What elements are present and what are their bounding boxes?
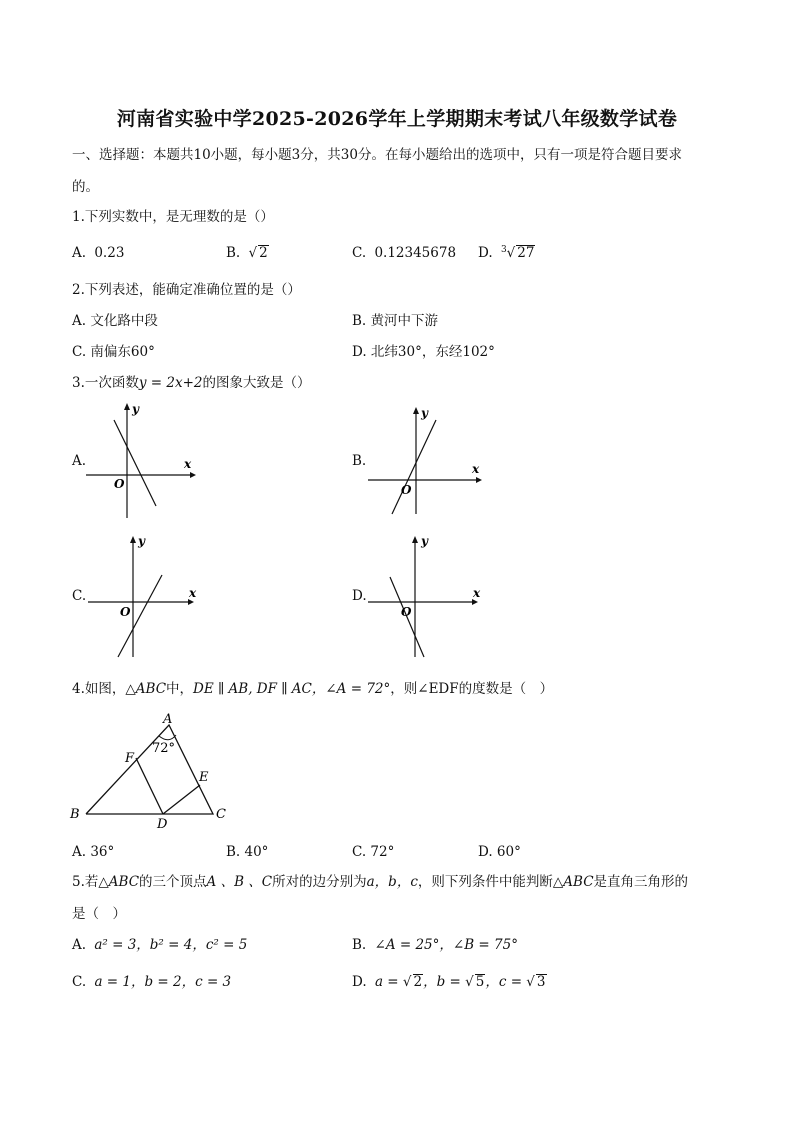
q1-option-a xyxy=(72,244,124,262)
q4-option-a: A. 36° xyxy=(72,844,115,860)
label-c: C xyxy=(216,807,226,822)
q4-conditions: DE ∥ AB, DF ∥ AC，∠A = 72° xyxy=(193,681,391,697)
q5-c-value: a = 1，b = 2，c = 3 xyxy=(94,974,232,990)
q5-vertices: A 、B 、C xyxy=(206,874,273,890)
q2-option-c: C. 南偏东60° xyxy=(72,344,155,360)
q5-d-part-c: ，c = xyxy=(485,974,523,990)
q1-b-value: 2 xyxy=(259,245,268,261)
q5-end: 是直角三角形的 xyxy=(593,874,689,890)
q5-pre: 5.若 xyxy=(72,874,99,890)
q5-d-sqrt-b: 5 xyxy=(475,974,485,990)
q4-stem-pre: 4.如图， xyxy=(72,681,126,697)
y-axis-arrow-icon xyxy=(130,536,136,543)
q3-label-d: D. xyxy=(352,588,367,604)
q5-option-a xyxy=(72,936,247,954)
q3-equation: y = 2x+2 xyxy=(138,375,203,391)
q3-label-b: B. xyxy=(352,453,367,469)
x-axis-arrow-icon xyxy=(476,477,482,483)
q1-c-label: C. xyxy=(352,245,367,261)
q4-stem-post: ，则∠EDF的度数是（ ） xyxy=(390,681,554,697)
origin-label: O xyxy=(401,483,412,497)
paper-title: 河南省实验中学2025-2026学年上学期期末考试八年级数学试卷 xyxy=(116,108,678,130)
label-f: F xyxy=(125,751,135,766)
q5-triangle: △ABC xyxy=(98,874,140,890)
q5-option-d: D. a = √ 2，b = √ 5，c = √ 3 xyxy=(352,974,546,990)
x-axis-arrow-icon xyxy=(190,472,196,478)
q3-stem xyxy=(72,374,311,392)
q4-triangle-figure xyxy=(66,708,236,834)
q5-d-part-b: ，b = xyxy=(423,974,461,990)
x-axis-label: x xyxy=(184,457,192,471)
q5-option-b xyxy=(352,936,518,954)
q1-d-root-index: 3 xyxy=(500,244,507,255)
q2-option-d: D. 北纬30°，东经102° xyxy=(352,344,495,360)
y-axis-label: y xyxy=(138,534,145,548)
q5-d-sqrt-c: 3 xyxy=(536,974,546,990)
q3-label-c: C. xyxy=(72,588,87,604)
segment-de xyxy=(163,785,200,814)
q4-stem xyxy=(72,680,553,698)
q4-option-d: D. 60° xyxy=(478,844,521,860)
y-axis-label: y xyxy=(132,402,139,416)
function-line xyxy=(392,420,436,514)
q5-stem-line2: 是（ ） xyxy=(72,906,126,922)
section-instructions-line1: 一、选择题：本题共10小题，每小题3分，共30分。在每小题给出的选项中，只有一项是符合题目要求 xyxy=(72,147,682,163)
label-angle: 72° xyxy=(152,741,176,756)
q5-b-label: B. xyxy=(352,937,367,953)
q1-d-label: D. xyxy=(478,245,493,261)
y-axis-arrow-icon xyxy=(412,536,418,543)
x-axis-label: x xyxy=(189,586,197,600)
segment-df xyxy=(136,758,163,814)
q3-stem-pre: 3.一次函数 xyxy=(72,375,139,391)
q5-mid2: 所对的边分别为 xyxy=(272,874,367,890)
q5-sides: a，b，c xyxy=(366,874,418,890)
q5-c-label: C. xyxy=(72,974,87,990)
y-axis-label: y xyxy=(421,406,428,420)
label-d: D xyxy=(157,817,168,832)
x-axis-label: x xyxy=(472,462,480,476)
label-e: E xyxy=(199,770,209,785)
q1-b-label: B. xyxy=(226,245,241,261)
q1-option-d: D. $^3$√ 27 xyxy=(478,244,535,261)
q1-option-c xyxy=(352,244,456,262)
q5-stem-line1 xyxy=(72,873,688,891)
q5-option-c xyxy=(72,973,231,991)
q3-graph-c xyxy=(86,533,202,659)
triangle-abc xyxy=(86,725,213,814)
x-axis-label: x xyxy=(473,586,481,600)
q5-a-label: A. xyxy=(72,937,87,953)
label-a: A xyxy=(163,712,173,727)
q3-graph-d xyxy=(366,533,486,659)
q1-d-value: 27 xyxy=(517,245,535,261)
q4-option-b: B. 40° xyxy=(226,844,269,860)
q4-stem-mid: 中， xyxy=(166,681,194,697)
q2-stem: 2.下列表述，能确定准确位置的是（） xyxy=(72,282,301,298)
q5-a-value: a² = 3，b² = 4，c² = 5 xyxy=(94,937,248,953)
q3-stem-post: 的图象大致是（） xyxy=(202,375,311,391)
q5-d-part-a: a = xyxy=(374,974,399,990)
y-axis-arrow-icon xyxy=(413,407,419,414)
q5-post: ，则下列条件中能判断 xyxy=(417,874,553,890)
label-b: B xyxy=(70,807,80,822)
origin-label: O xyxy=(120,605,131,619)
q5-triangle-2: △ABC xyxy=(552,874,594,890)
q1-a-value: 0.23 xyxy=(94,245,125,261)
q3-graph-b xyxy=(366,402,488,520)
q1-stem: 1.下列实数中，是无理数的是（） xyxy=(72,209,274,225)
q1-option-b: B. √ 2 xyxy=(226,245,268,261)
section-instructions-line2: 的。 xyxy=(72,179,99,195)
function-line xyxy=(114,420,156,506)
q5-mid: 的三个顶点 xyxy=(139,874,207,890)
q4-triangle: △ABC xyxy=(125,681,167,697)
q5-d-label: D. xyxy=(352,974,367,990)
q3-label-a: A. xyxy=(72,453,87,469)
q5-b-value: ∠A = 25°，∠B = 75° xyxy=(374,937,518,953)
q4-option-c: C. 72° xyxy=(352,844,395,860)
angle-a-arc xyxy=(159,735,176,740)
q3-graph-a xyxy=(86,400,198,522)
q2-option-a: A. 文化路中段 xyxy=(72,313,158,329)
y-axis-arrow-icon xyxy=(124,403,130,410)
q1-c-value: 0.12345678 xyxy=(374,245,457,261)
q1-a-label: A. xyxy=(72,245,87,261)
y-axis-label: y xyxy=(421,534,428,548)
origin-label: O xyxy=(114,477,125,491)
origin-label: O xyxy=(401,605,412,619)
q5-d-sqrt-a: 2 xyxy=(413,974,423,990)
q2-option-b: B. 黄河中下游 xyxy=(352,313,439,329)
